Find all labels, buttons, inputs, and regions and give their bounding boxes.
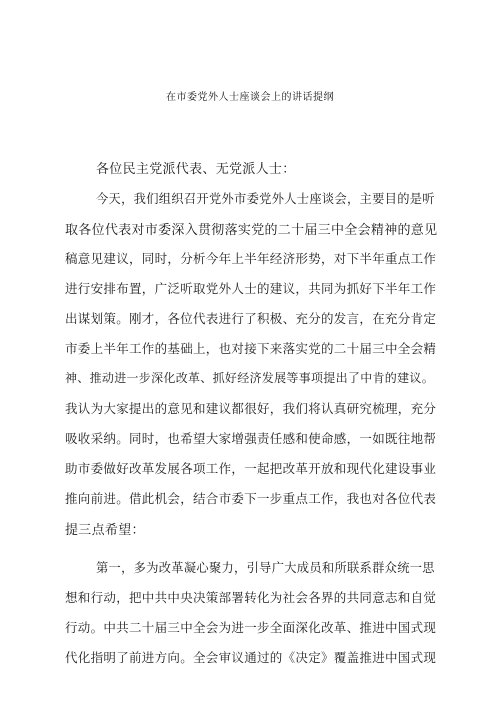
paragraph-line: 行动。中共二十届三中全会为进一步全面深化改革、推进中国式现 bbox=[65, 620, 437, 635]
paragraph-line: 进行安排布置，广泛听取党外人士的建议，共同为抓好下半年工作 bbox=[65, 281, 437, 296]
paragraph-line: 想和行动，把中共中央决策部署转化为社会各界的共同意志和自觉 bbox=[65, 590, 437, 605]
paragraph-line: 稿意见建议，同时，分析今年上半年经济形势，对下半年重点工作 bbox=[65, 251, 437, 266]
paragraph-line: 吸收采纳。同时，也希望大家增强责任感和使命感，一如既往地帮 bbox=[65, 431, 437, 446]
paragraph-line: 提三点希望： bbox=[65, 523, 145, 538]
paragraph-line: 出谋划策。刚才，各位代表进行了积极、充分的发言，在充分肯定 bbox=[65, 311, 437, 326]
paragraph-line: 我认为大家提出的意见和建议都很好，我们将认真研究梳理，充分 bbox=[65, 401, 437, 416]
paragraph-line: 助市委做好改革发展各项工作，一起把改革开放和现代化建设事业 bbox=[65, 461, 437, 476]
salutation: 各位民主党派代表、无党派人士： bbox=[96, 162, 296, 177]
paragraph-line: 第一，多为改革凝心聚力，引导广大成员和所联系群众统一思 bbox=[96, 561, 435, 575]
document-title: 在市委党外人士座谈会上的讲话提纲 bbox=[166, 92, 334, 103]
paragraph-line: 取各位代表对市委深入贯彻落实党的二十届三中全会精神的意见 bbox=[65, 223, 438, 238]
paragraph-line: 推向前进。借此机会，结合市委下一步重点工作，我也对各位代表 bbox=[65, 491, 437, 506]
paragraph-line: 市委上半年工作的基础上，也对接下来落实党的二十届三中全会精 bbox=[65, 341, 437, 356]
paragraph-line: 神、推动进一步深化改革、抓好经济发展等事项提出了中肯的建议。 bbox=[65, 371, 435, 385]
paragraph-line: 代化指明了前进方向。全会审议通过的《决定》覆盖推进中国式现 bbox=[65, 650, 437, 665]
paragraph-line: 今天，我们组织召开党外市委党外人士座谈会，主要目的是听 bbox=[96, 192, 435, 206]
